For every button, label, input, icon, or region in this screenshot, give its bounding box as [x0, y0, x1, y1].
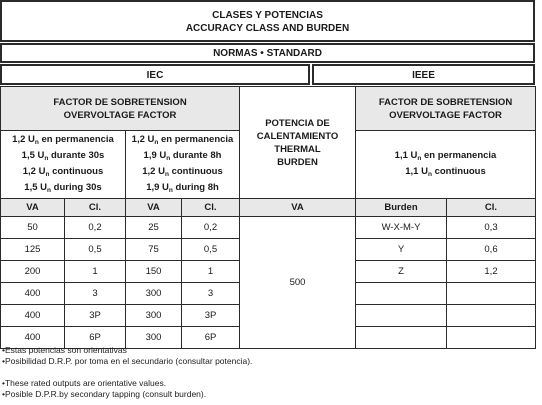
- factor-a-line: 1,5 $U_n$ during 30s: [24, 181, 102, 194]
- factor-b-line: 1,9 $U_n$ durante 8h: [143, 149, 222, 162]
- col-va-thermal: VA: [240, 199, 356, 217]
- ieee-factor-header: [356, 87, 536, 131]
- cell-va2: 150: [126, 261, 182, 283]
- cell-va2: 300: [126, 305, 182, 327]
- note-line: •Estas potencias son orientativas: [2, 345, 127, 355]
- ieee-label: IEEE: [412, 70, 435, 81]
- iec-band: [0, 64, 310, 85]
- note-line: •These rated outputs are orientative values.: [2, 378, 167, 388]
- ieee-band: [312, 64, 535, 85]
- cell-va1: 400: [1, 305, 65, 327]
- cell-cl2: 3: [182, 283, 240, 305]
- factor-b-line: 1,2 $U_n$ continuous: [142, 165, 223, 178]
- cell-cl3: 0,3: [447, 217, 536, 239]
- cell-burden: [356, 283, 447, 305]
- cell-cl2: 3P: [182, 305, 240, 327]
- cell-cl2: 0,2: [182, 217, 240, 239]
- thermal-line-4: BURDEN: [277, 156, 318, 168]
- cell-va1: 400: [1, 283, 65, 305]
- cell-cl1: 3: [65, 283, 126, 305]
- title-band: [0, 0, 535, 42]
- cell-cl1: 0,2: [65, 217, 126, 239]
- notes-english: [2, 378, 206, 400]
- cell-burden: Y: [356, 239, 447, 261]
- iec-factor-line-es: FACTOR DE SOBRETENSION: [53, 96, 187, 108]
- factor-block-a: [1, 131, 126, 199]
- notes-spanish: [2, 345, 252, 367]
- note-line: •Posible D.P.R.by secondary tapping (consult burden).: [2, 389, 207, 399]
- col-cl-iec-2: Cl.: [182, 199, 240, 217]
- cell-cl1: 1: [65, 261, 126, 283]
- factor-a-line: 1,2 $U_n$ en permanencia: [12, 133, 114, 146]
- note-line: •Posibilidad D.R.P. por toma en el secundario (consultar potencia).: [2, 356, 253, 366]
- thermal-burden-header: [240, 87, 356, 199]
- factor-ieee-line: 1,1 $U_n$ en permanencia: [394, 149, 497, 162]
- cell-burden: [356, 305, 447, 327]
- cell-cl3: [447, 305, 536, 327]
- thermal-line-2: CALENTAMIENTO: [256, 130, 339, 142]
- col-burden: Burden: [356, 199, 447, 217]
- cell-cl3: [447, 327, 536, 349]
- cell-cl1: 6P: [65, 327, 126, 349]
- cell-cl2: 0,5: [182, 239, 240, 261]
- thermal-line-3: THERMAL: [274, 143, 321, 155]
- iec-factor-line-en: OVERVOLTAGE FACTOR: [63, 109, 177, 121]
- col-cl-ieee: Cl.: [447, 199, 536, 217]
- table-row: [1, 217, 536, 239]
- cell-va2: 300: [126, 283, 182, 305]
- col-va-iec-1: VA: [1, 199, 65, 217]
- title-line-en: ACCURACY CLASS AND BURDEN: [185, 23, 350, 34]
- standard-label: NORMAS • STANDARD: [213, 48, 322, 59]
- cell-cl2: 1: [182, 261, 240, 283]
- cell-va2: 75: [126, 239, 182, 261]
- cell-va1: 200: [1, 261, 65, 283]
- iec-label: IEC: [146, 70, 164, 81]
- cell-va2: 300: [126, 327, 182, 349]
- cell-va1: 125: [1, 239, 65, 261]
- cell-thermal-value: 500: [240, 217, 356, 349]
- cell-va1: 50: [1, 217, 65, 239]
- ieee-factor-line-es: FACTOR DE SOBRETENSION: [378, 96, 513, 108]
- iec-factor-header: [1, 87, 240, 131]
- col-va-iec-2: VA: [126, 199, 182, 217]
- cell-cl1: 3P: [65, 305, 126, 327]
- factor-a-line: 1,2 $U_n$ continuous: [22, 165, 104, 178]
- cell-cl3: [447, 283, 536, 305]
- ieee-factor-line-en: OVERVOLTAGE FACTOR: [389, 109, 502, 121]
- cell-burden: [356, 327, 447, 349]
- title-line-es: CLASES Y POTENCIAS: [212, 10, 323, 21]
- cell-cl3: 1,2: [447, 261, 536, 283]
- cell-burden: Z: [356, 261, 447, 283]
- cell-cl2: 6P: [182, 327, 240, 349]
- factor-block-ieee: [356, 131, 536, 199]
- factor-b-line: 1,9 $U_n$ during 8h: [146, 181, 219, 194]
- cell-cl3: 0,6: [447, 239, 536, 261]
- factor-b-line: 1,2 $U_n$ en permanencia: [131, 133, 234, 146]
- cell-va2: 25: [126, 217, 182, 239]
- cell-cl1: 0,5: [65, 239, 126, 261]
- cell-burden: W-X-M-Y: [356, 217, 447, 239]
- col-cl-iec-1: Cl.: [65, 199, 126, 217]
- accuracy-table: [0, 86, 536, 349]
- factor-a-line: 1,5 $U_n$ durante 30s: [21, 149, 105, 162]
- factor-ieee-line: 1,1 $U_n$ continuous: [405, 165, 486, 178]
- thermal-line-1: POTENCIA DE: [265, 117, 330, 129]
- cell-va1: 400: [1, 327, 65, 349]
- standard-band: [0, 43, 535, 63]
- factor-block-b: [126, 131, 240, 199]
